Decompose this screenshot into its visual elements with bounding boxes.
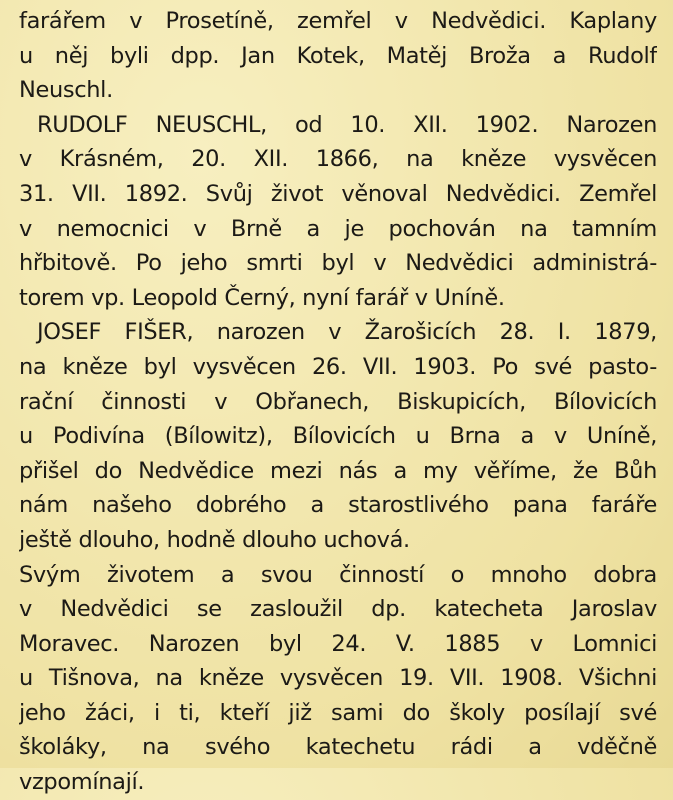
text-line: přišel do Nedvědice mezi nás a my věříme, že Bůh: [19, 457, 657, 484]
text-line: vzpomínají.: [19, 769, 145, 796]
text-line: Neuschl.: [19, 77, 113, 104]
text-line: nám našeho dobrého a starostlivého pana faráře: [19, 492, 657, 519]
text-line: hřbitově. Po jeho smrti byl v Nedvědici administrá-: [19, 250, 657, 277]
text-line: v Nedvědici se zasloužil dp. katecheta Jaroslav: [19, 596, 657, 623]
text-line: u Podivína (Bílowitz), Bílovicích u Brna a v Uníně,: [19, 423, 657, 450]
text-line: jeho žáci, i ti, kteří již sami do školy posílají své: [19, 699, 657, 726]
text-line: u něj byli dpp. Jan Kotek, Matěj Broža a Rudolf: [19, 42, 657, 69]
text-line: rační činnosti v Obřanech, Biskupicích, Bílovicích: [19, 388, 657, 415]
text-line: Moravec. Narozen byl 24. V. 1885 v Lomnici: [19, 630, 657, 657]
text-line: v Krásném, 20. XII. 1866, na kněze vysvěcen: [19, 146, 657, 173]
text-line: 31. VII. 1892. Svůj život věnoval Nedvědici. Zemřel: [19, 180, 657, 207]
paragraph-start-moravec: Svým životem a svou činností o mnoho dobra: [19, 561, 657, 588]
text-line: ještě dlouho, hodně dlouho uchová.: [19, 526, 410, 553]
paragraph-start-fiser: JOSEF FIŠER, narozen v Žarošicích 28. I. 1879,: [37, 319, 657, 346]
text-line: v nemocnici v Brně a je pochován na tamním: [19, 215, 657, 242]
text-line: farářem v Prosetíně, zemřel v Nedvědici. Kaplany: [19, 8, 657, 34]
paragraph-start-neuschl: RUDOLF NEUSCHL, od 10. XII. 1902. Narozen: [37, 111, 657, 138]
text-line: u Tišnova, na kněze vysvěcen 19. VII. 1908. Všichni: [19, 665, 657, 692]
text-line: na kněze byl vysvěcen 26. VII. 1903. Po své pasto-: [19, 353, 657, 380]
text-line: školáky, na svého katechetu rádi a vděčně: [19, 734, 657, 761]
text-line: torem vp. Leopold Černý, nyní farář v Uníně.: [19, 284, 505, 311]
